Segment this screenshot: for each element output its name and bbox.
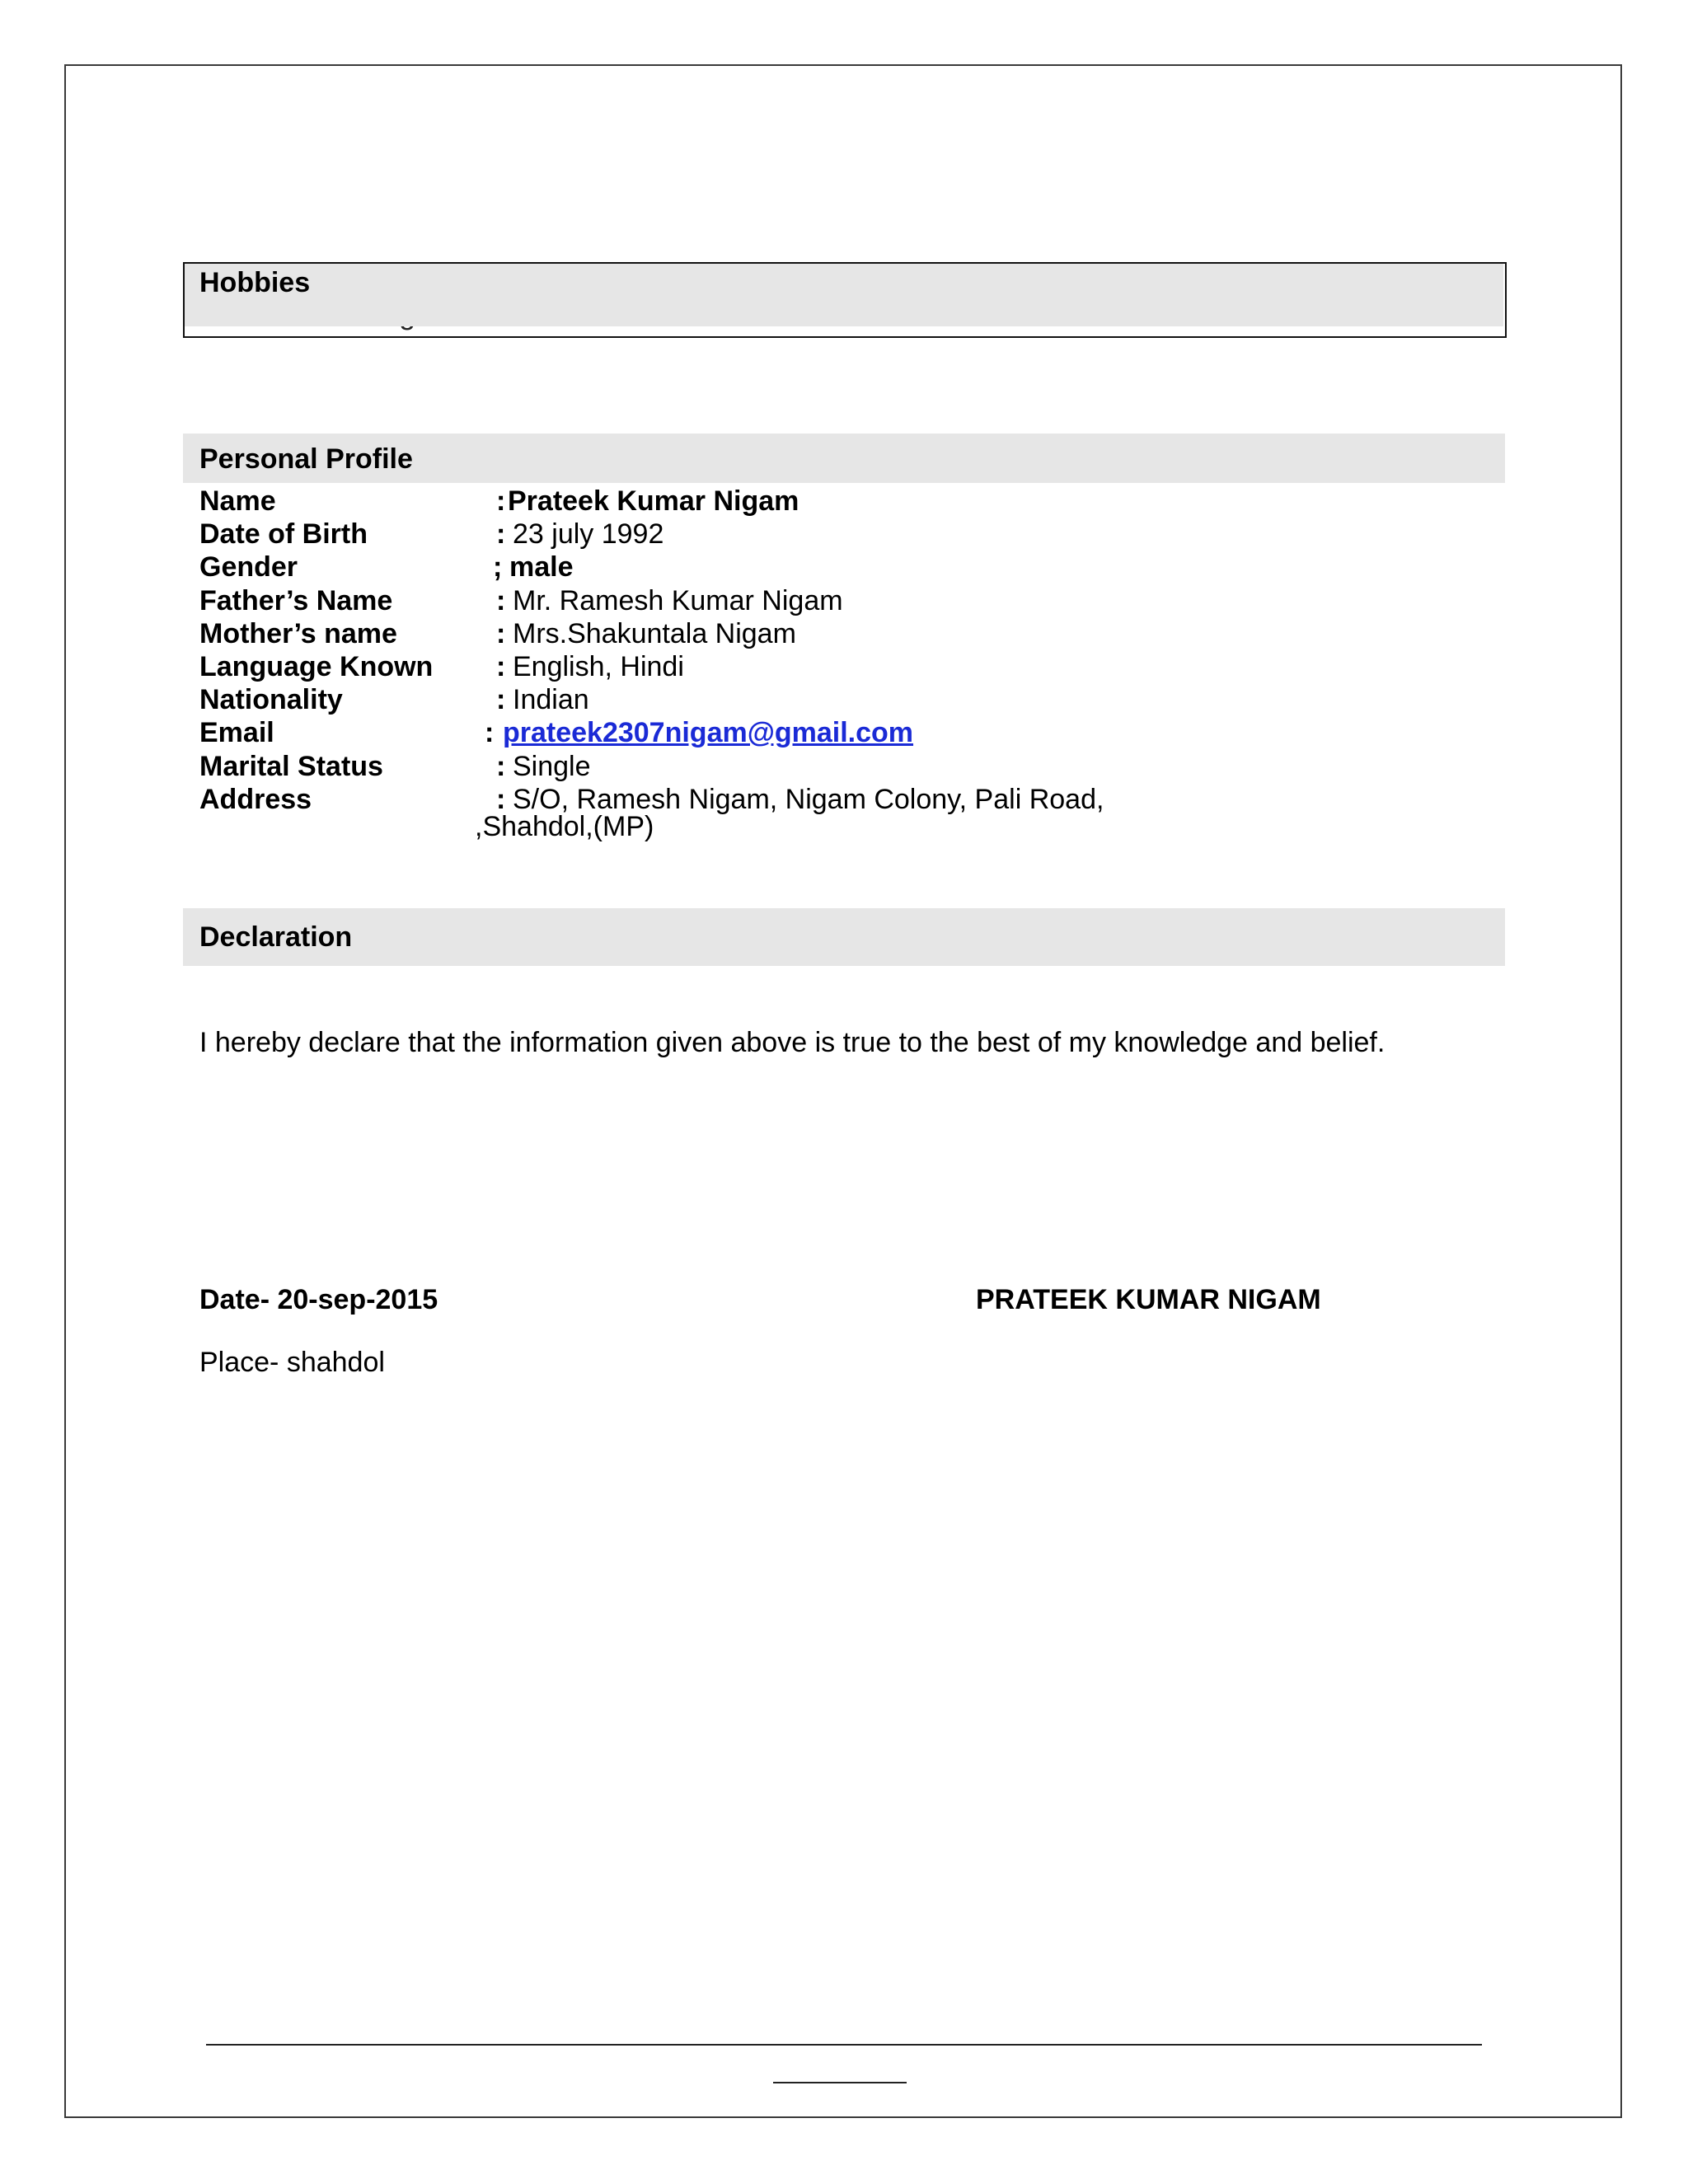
- profile-row-language: [199, 650, 1436, 683]
- profile-value-dob: 23 july 1992: [513, 518, 664, 551]
- declaration-band: [183, 908, 1505, 966]
- hobbies-heading-band: [185, 264, 1503, 326]
- footer-rule: [206, 2044, 1482, 2046]
- profile-label: Gender: [199, 551, 298, 583]
- profile-label: Father’s Name: [199, 584, 393, 616]
- profile-separator: :: [496, 485, 506, 517]
- profile-label: Marital Status: [199, 750, 383, 782]
- profile-row-dob: [199, 518, 1436, 551]
- email-link[interactable]: prateek2307nigam@gmail.com: [503, 717, 914, 749]
- footer-short-rule: [773, 2082, 907, 2083]
- profile-label: Name: [199, 485, 276, 517]
- profile-label: Nationality: [199, 684, 343, 716]
- profile-value-marital: Single: [513, 750, 591, 782]
- profile-label: Mother’s name: [199, 617, 397, 649]
- profile-separator: :: [496, 650, 506, 682]
- personal-profile-band: [183, 434, 1505, 483]
- address-continued: ,Shahdol,(MP): [475, 811, 654, 842]
- profile-value-gender: male: [509, 551, 574, 583]
- profile-value-language: English, Hindi: [513, 650, 684, 682]
- signature-name: PRATEEK KUMAR NIGAM: [976, 1284, 1321, 1315]
- profile-label: Address: [199, 783, 312, 815]
- profile-row-email: [199, 716, 1436, 749]
- profile-separator: :: [496, 783, 506, 815]
- profile-row-address: [199, 783, 1436, 816]
- profile-separator: :: [485, 717, 495, 749]
- profile-value-mother: Mrs.Shakuntala Nigam: [513, 617, 796, 649]
- profile-row-father: [199, 584, 1436, 617]
- profile-separator: :: [496, 617, 506, 649]
- profile-label: Language Known: [199, 650, 434, 682]
- profile-separator: ;: [493, 551, 503, 583]
- profile-row-name: [199, 485, 1436, 518]
- profile-separator: :: [496, 684, 506, 716]
- profile-row-gender: [199, 551, 1436, 583]
- profile-value-nationality: Indian: [513, 684, 589, 716]
- declaration-text: I hereby declare that the information given above is true to the best of my knowledge and belief.: [199, 1027, 1386, 1058]
- profile-separator: :: [496, 750, 506, 782]
- profile-label: Email: [199, 717, 274, 749]
- place-line: Place- shahdol: [199, 1347, 385, 1378]
- profile-value-address: S/O, Ramesh Nigam, Nigam Colony, Pali Road,: [513, 783, 1104, 815]
- profile-value-name: Prateek Kumar Nigam: [508, 485, 799, 517]
- profile-row-nationality: [199, 683, 1436, 716]
- date-line: Date- 20-sep-2015: [199, 1284, 438, 1315]
- hobbies-heading: Hobbies: [199, 267, 311, 298]
- profile-row-mother: [199, 617, 1436, 650]
- hobbies-section: [183, 262, 1507, 338]
- profile-separator: :: [496, 584, 506, 616]
- profile-row-marital: [199, 750, 1436, 783]
- profile-value-father: Mr. Ramesh Kumar Nigam: [513, 584, 843, 616]
- page-border: [64, 64, 1622, 2118]
- personal-profile-heading: Personal Profile: [199, 443, 413, 475]
- profile-separator: :: [496, 518, 506, 551]
- profile-label: Date of Birth: [199, 518, 368, 551]
- declaration-heading: Declaration: [199, 921, 353, 953]
- personal-profile-list: [199, 485, 1436, 816]
